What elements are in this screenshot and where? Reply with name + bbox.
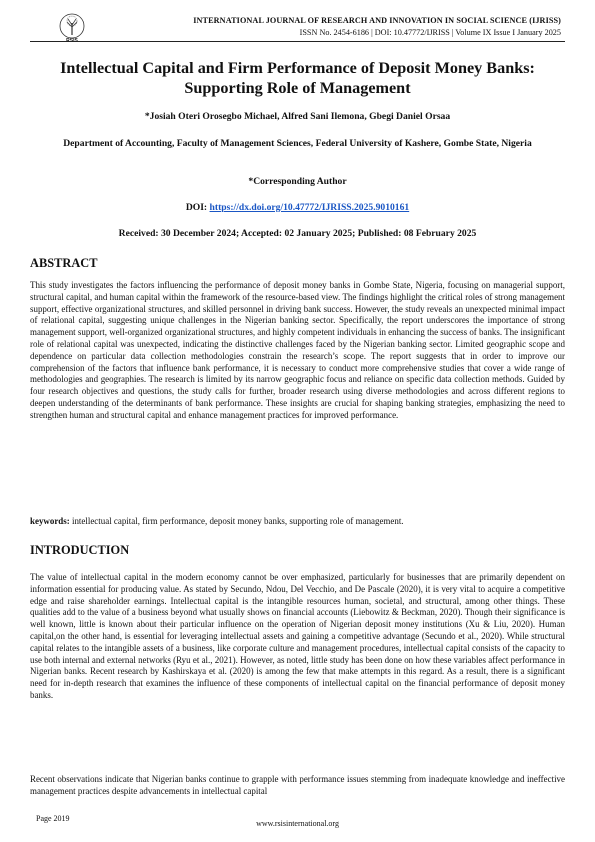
page-number: Page 2019 <box>36 814 70 823</box>
introduction-heading: INTRODUCTION <box>30 543 130 557</box>
article-title: Intellectual Capital and Firm Performance of Deposit Money Banks: Supporting Role of Management <box>60 59 535 97</box>
publication-dates: Received: 30 December 2024; Accepted: 02 January 2025; Published: 08 February 2025 <box>118 228 477 239</box>
doi-label: DOI: <box>185 202 208 213</box>
keywords-label: keywords: <box>30 516 70 526</box>
journal-meta: ISSN No. 2454-6186 | DOI: 10.47772/IJRISS | Volume IX Issue I January 2025 <box>299 28 561 37</box>
corresponding-author: *Corresponding Author <box>248 176 347 187</box>
author-list: *Josiah Oteri Orosegbo Michael, Alfred Sani Ilemona, Gbegi Daniel Orsaa <box>144 111 451 122</box>
introduction-paragraph-2: Recent observations indicate that Nigerian banks continue to grapple with performance issues stemming from inadequate knowledge and ineffective management practices despite advancements in intellectual capital <box>30 774 565 796</box>
header-divider <box>30 41 565 42</box>
doi-line <box>30 202 565 213</box>
keywords-line <box>30 516 565 526</box>
affiliation: Department of Accounting, Faculty of Management Sciences, Federal University of Kashere, Gombe State, Nigeria <box>63 138 532 149</box>
logo-text: RSIS <box>66 38 78 44</box>
abstract-text: This study investigates the factors influencing the performance of deposit money banks in Gombe State, Nigeria, focusing on managerial support, structural capital, and human capital within the framework of the resource-based view. The findings highlight the critical roles of strong management support, effective organizational structures, and skilled personnel in driving bank success. However, the study reveals an unexpected minimal impact of relational capital, suggesting unique challenges in the Nigerian banking sector. Specifically, the report underscores the importance of strong management support, well-organized organizational structures, and highly competent individuals in enhancing the success of banks. The insignificant role of relational capital was unexpected, indicating the distinctive challenges faced by the Nigerian banking sector. Limited geographic scope and dependence on particular data collection methodologies constrain the research’s scope. The report suggests that in order to improve our comprehension of the factors that influence bank performance, it is necessary to conduct more comprehensive studies that cover a wide range of methodologies and geographies. The research is limited by its narrow geographic focus and reliance on specific data collection methods. Guided by four research objectives and questions, the study calls for further, broader research using diverse methodologies and across different regions to deepen understanding of the determinants of bank performance. These insights are crucial for shaping banking strategies, emphasizing the need to strengthen human and structural capital and enhance management practices for improved performance. <box>30 280 565 420</box>
abstract-heading: ABSTRACT <box>30 256 98 270</box>
introduction-paragraph-1: The value of intellectual capital in the modern economy cannot be over emphasized, particularly for businesses that are primarily dependent on information essential for producing value. As stated by Secundo, Ndou, Del Vecchio, and De Pascale (2020), it is very vital to acquire a competitive edge and raise shareholder earnings. Intellectual capital is the intangible resources human, societal, and structural, among other things. These qualities add to the value of a business beyond what usually shows on financial accounts (Liebowitz & Beckman, 2020). Though their significance is well known, little is known about their particular influence on the operation of Nigerian deposit money institutions (Xu & Liu, 2020). Human capital,on the other hand, is essential for leveraging intellectual assets and gaining a competitive advantage (Secundo et al., 2020). While structural capital relates to the intangible assets of a business, like corporate culture and management procedures, intellectual capital consists of the capacity to use both internal and external networks (Ryu et al., 2021). However, as noted, little study has been done on how these variables affect performance in Nigerian banks. Recent research by Kashirskaya et al. (2020) is among the few that make attempts in this regard. As a result, there is a significant need for in-depth research that examines the influence of these components of intellectual capital on the financial performance of deposit money banks. <box>30 572 565 700</box>
journal-name: INTERNATIONAL JOURNAL OF RESEARCH AND INNOVATION IN SOCIAL SCIENCE (IJRISS) <box>193 16 561 25</box>
keywords-text: intellectual capital, firm performance, deposit money banks, supporting role of management. <box>71 516 404 526</box>
doi-link[interactable]: https://dx.doi.org/10.47772/IJRISS.2025.9010161 <box>209 202 410 213</box>
footer-website: www.rsisinternational.org <box>256 819 339 828</box>
